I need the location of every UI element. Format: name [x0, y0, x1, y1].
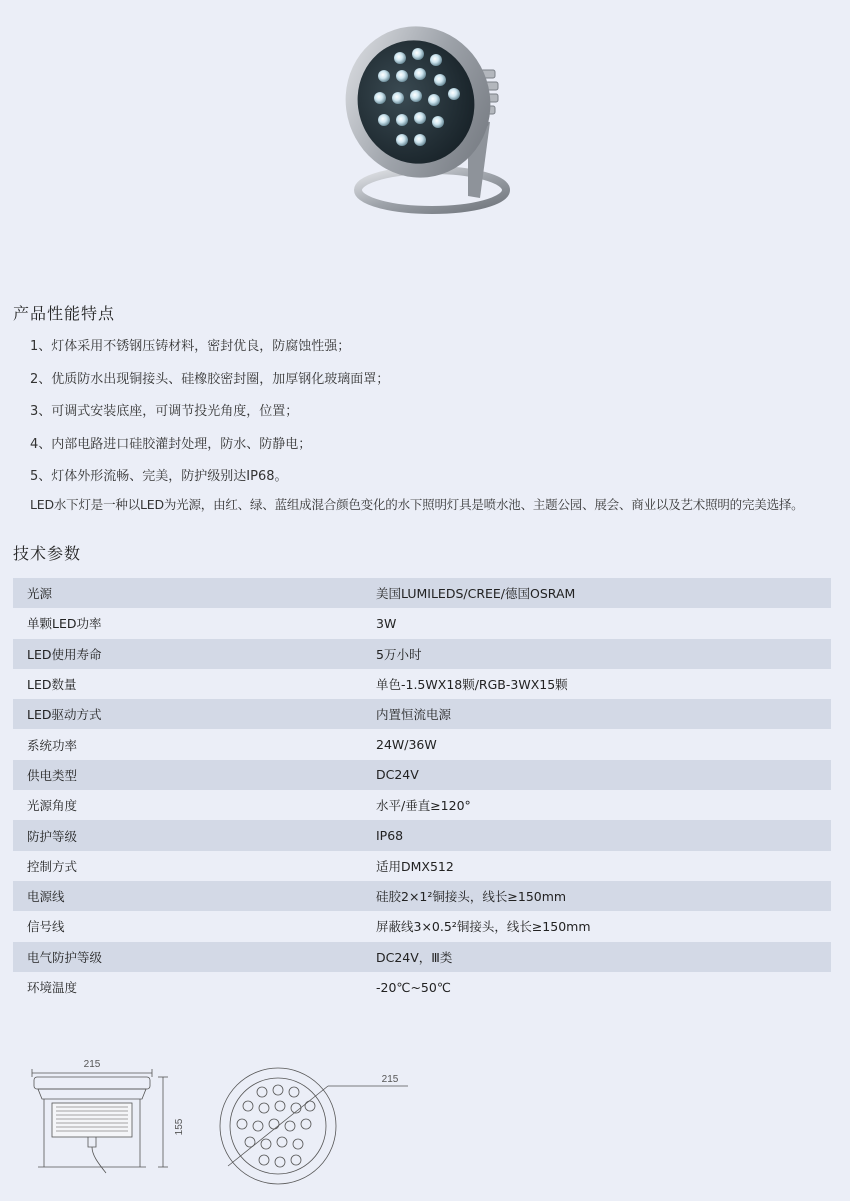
spec-key: 信号线 — [27, 919, 65, 935]
side-height-label: 155 — [174, 1118, 185, 1136]
spec-key: 供电类型 — [13, 760, 374, 790]
spec-value: 硅胶2×1²铜接头，线长≥150mm — [374, 881, 831, 911]
side-width-label: 215 — [83, 1059, 101, 1070]
spec-value: 3W — [376, 615, 397, 631]
spec-key: 控制方式 — [27, 858, 78, 874]
table-row — [13, 578, 831, 608]
specs-title: 技术参数 — [13, 544, 82, 563]
table-row — [13, 942, 831, 972]
table-row — [13, 699, 831, 729]
feature-item: 1、灯体采用不锈钢压铸材料，密封优良，防腐蚀性强； — [30, 339, 351, 354]
table-row — [13, 608, 831, 638]
feature-summary: LED水下灯是一种以LED为光源，由红、绿、蓝组成混合颜色变化的水下照明灯具是喷水池、主题公园、展会、商业以及艺术照明的完美选择。 — [30, 497, 804, 512]
feature-item: 4、内部电路进口硅胶灌封处理，防水、防静电； — [30, 436, 312, 452]
spec-key: LED驱动方式 — [13, 699, 374, 729]
table-row — [13, 729, 831, 759]
table-row — [13, 639, 831, 669]
spec-value: 适用DMX512 — [376, 858, 454, 874]
table-row — [13, 790, 831, 820]
spec-value: IP68 — [374, 820, 831, 850]
spec-value: DC24V，Ⅲ类 — [374, 942, 831, 972]
table-row — [13, 820, 831, 850]
spec-value: 内置恒流电源 — [374, 699, 831, 729]
front-view-drawing — [218, 1066, 413, 1188]
front-diameter-label: 215 — [381, 1074, 399, 1085]
spec-key: 单颗LED功率 — [27, 616, 102, 632]
feature-item: 2、优质防水出现铜接头、硅橡胶密封圈，加厚钢化玻璃面罩； — [30, 371, 390, 387]
table-row — [13, 760, 831, 790]
feature-list — [30, 338, 389, 501]
spec-value: 单色-1.5WX18颗/RGB-3WX15颗 — [376, 677, 568, 693]
spec-table — [13, 578, 831, 1002]
spec-key: 光源角度 — [27, 798, 78, 814]
spec-key: LED使用寿命 — [13, 639, 374, 669]
spec-value: -20℃~50℃ — [376, 979, 451, 995]
table-row — [13, 911, 831, 941]
spec-value: 24W/36W — [376, 737, 437, 753]
spec-value: DC24V — [374, 760, 831, 790]
spec-value: 5万小时 — [374, 639, 831, 669]
spec-value: 水平/垂直≥120° — [376, 798, 471, 814]
spec-value: 屏蔽线3×0.5²铜接头，线长≥150mm — [376, 919, 591, 935]
table-row — [13, 881, 831, 911]
features-title: 产品性能特点 — [13, 304, 116, 323]
side-view-drawing — [22, 1055, 192, 1177]
spec-value: 美国LUMILEDS/CREE/德国OSRAM — [374, 578, 831, 608]
feature-item: 3、可调式安装底座，可调节投光角度，位置； — [30, 404, 299, 419]
spec-key: 光源 — [13, 578, 374, 608]
spec-key: 环境温度 — [27, 980, 78, 995]
table-row — [13, 972, 831, 1002]
spec-key: 防护等级 — [13, 820, 374, 850]
spec-key: 电气防护等级 — [13, 942, 374, 972]
product-photo — [340, 10, 520, 220]
spec-key: 电源线 — [13, 881, 374, 911]
spec-key: LED数量 — [27, 677, 77, 693]
spec-key: 系统功率 — [27, 737, 78, 753]
table-row — [13, 669, 831, 699]
table-row — [13, 851, 831, 881]
feature-item: 5、灯体外形流畅、完美，防护级别达IP68。 — [30, 469, 288, 484]
